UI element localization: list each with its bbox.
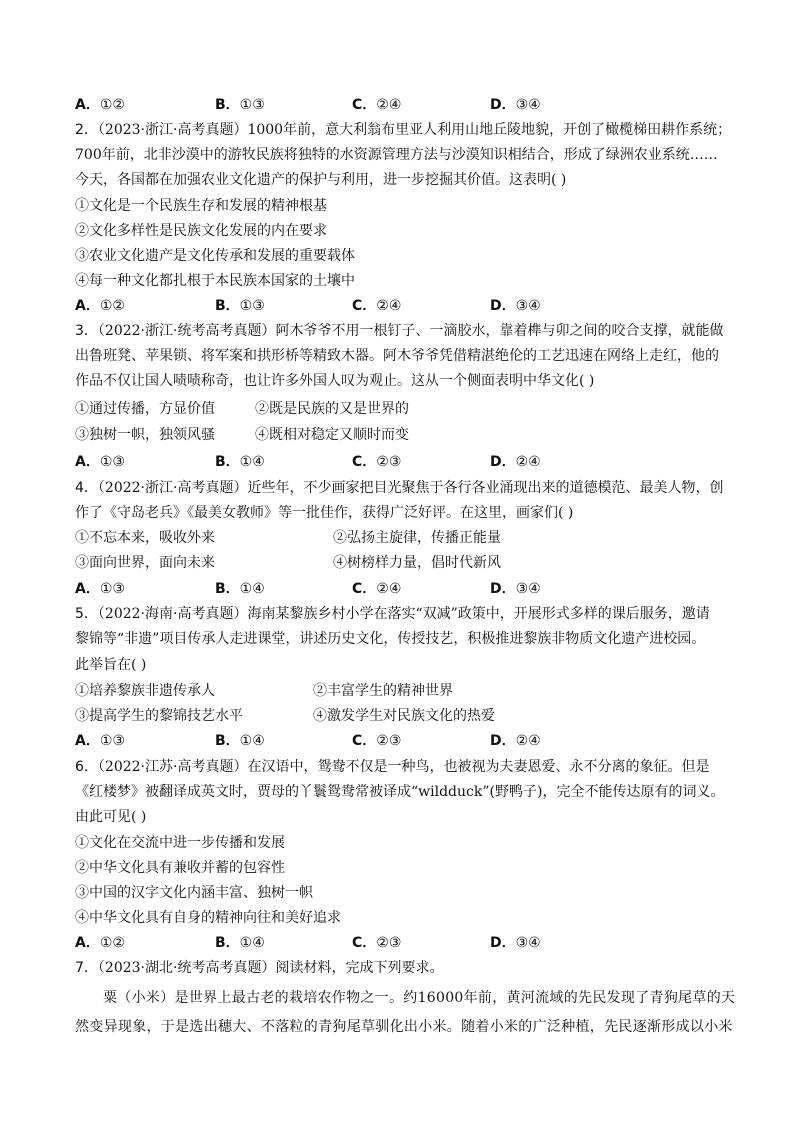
q3-statement-4: ④既相对稳定又顺时而变 xyxy=(255,427,409,443)
q5-stem-line-3: 此举旨在( ) xyxy=(75,657,147,673)
q4-option-b[interactable]: B．①④ xyxy=(215,581,265,597)
q4-statement-2: ②弘扬主旋律，传播正能量 xyxy=(333,530,501,546)
q6-statement-2: ②中华文化具有兼收并蓄的包容性 xyxy=(75,860,285,876)
q2-option-d[interactable]: D．③④ xyxy=(490,298,541,314)
q3-statement-1: ①通过传播，方显价值 xyxy=(75,401,215,417)
q1-option-c[interactable]: C．②④ xyxy=(352,97,402,113)
q3-stem-line-1: 3．（2022·浙江·统考高考真题）阿木爷爷不用一根钉子、一滴胶水，靠着榫与卯之间的咬合支撑，就能做 xyxy=(75,323,724,339)
q5-option-c[interactable]: C．②③ xyxy=(352,733,402,749)
q3-option-a[interactable]: A．①③ xyxy=(75,454,125,470)
q4-stem-line-2: 作了《守岛老兵》《最美女教师》等一批佳作，获得广泛好评。在这里，画家们( ) xyxy=(75,505,574,521)
q6-statement-3: ③中国的汉字文化内涵丰富、独树一帜 xyxy=(75,885,313,901)
q5-stem-line-1: 5．（2022·海南·高考真题）海南某黎族乡村小学在落实“双减”政策中，开展形式多样的课后服务，邀请 xyxy=(75,606,710,622)
q6-stem-line-2: 《红楼梦》被翻译成英文时，贾母的丫鬟鸳鸯常被译成“wildduck”(野鸭子)，完全不能传达原有的词义。 xyxy=(75,784,725,800)
q4-stem-line-1: 4．（2022·浙江·高考真题）近些年，不少画家把目光聚焦于各行各业涌现出来的道德模范、最美人物，创 xyxy=(75,480,724,496)
q4-option-d[interactable]: D．③④ xyxy=(490,581,541,597)
q2-stem-line-2: 700年前，北非沙漠中的游牧民族将独特的水资源管理方法与沙漠知识相结合，形成了绿洲农业系统…… xyxy=(75,147,718,163)
q6-statement-4: ④中华文化具有自身的精神向往和美好追求 xyxy=(75,910,341,926)
q2-statement-4: ④每一种文化都扎根于本民族本国家的土壤中 xyxy=(75,273,355,289)
q3-stem-line-3: 作品不仅让国人啧啧称奇，也让许多外国人叹为观止。这从一个侧面表明中华文化( ) xyxy=(75,373,595,389)
q4-statement-1: ①不忘本来，吸收外来 xyxy=(75,530,215,546)
q6-statement-1: ①文化在交流中进一步传播和发展 xyxy=(75,835,285,851)
q5-statement-3: ③提高学生的黎锦技艺水平 xyxy=(75,708,243,724)
q1-option-d[interactable]: D．③④ xyxy=(490,97,541,113)
q3-option-c[interactable]: C．②③ xyxy=(352,454,402,470)
q1-option-b[interactable]: B．①③ xyxy=(215,97,265,113)
q3-statement-3: ③独树一帜，独领风骚 xyxy=(75,427,215,443)
q2-statement-3: ③农业文化遗产是文化传承和发展的重要载体 xyxy=(75,248,355,264)
q2-statement-2: ②文化多样性是民族文化发展的内在要求 xyxy=(75,223,327,239)
q3-statement-2: ②既是民族的又是世界的 xyxy=(255,401,409,417)
q6-option-a[interactable]: A．①② xyxy=(75,935,125,951)
q5-stem-line-2: 黎锦等“非遗”项目传承人走进课堂，讲述历史文化，传授技艺，积极推进黎族非物质文化遗产进校园。 xyxy=(75,631,706,647)
q3-option-b[interactable]: B．①④ xyxy=(215,454,265,470)
q5-option-a[interactable]: A．①③ xyxy=(75,733,125,749)
q7-material-line-1: 粟（小米）是世界上最古老的栽培农作物之一。约16000年前，黄河流域的先民发现了青狗尾草的天 xyxy=(103,990,736,1006)
q3-stem-line-2: 出鲁班凳、苹果锁、将军案和拱形桥等精致木器。阿木爷爷凭借精湛绝伦的工艺迅速在网络上走红，他的 xyxy=(75,348,719,364)
q5-statement-4: ④激发学生对民族文化的热爱 xyxy=(313,708,495,724)
q6-option-b[interactable]: B．①④ xyxy=(215,935,265,951)
q5-statement-2: ②丰富学生的精神世界 xyxy=(313,683,453,699)
q2-option-c[interactable]: C．②④ xyxy=(352,298,402,314)
q6-option-c[interactable]: C．②③ xyxy=(352,935,402,951)
q4-option-a[interactable]: A．①③ xyxy=(75,581,125,597)
q5-option-d[interactable]: D．②④ xyxy=(490,733,541,749)
q7-stem-line-1: 7．（2023·湖北·统考高考真题）阅读材料，完成下列要求。 xyxy=(75,960,444,976)
q5-statement-1: ①培养黎族非遗传承人 xyxy=(75,683,215,699)
q4-statement-3: ③面向世界，面向未来 xyxy=(75,555,215,571)
q2-statement-1: ①文化是一个民族生存和发展的精神根基 xyxy=(75,198,327,214)
q1-option-a[interactable]: A．①② xyxy=(75,97,125,113)
q2-option-a[interactable]: A．①② xyxy=(75,298,125,314)
q2-option-b[interactable]: B．①③ xyxy=(215,298,265,314)
q7-material-line-2: 然变异现象，于是选出穗大、不落粒的青狗尾草驯化出小米。随着小米的广泛种植，先民逐渐形成以小米 xyxy=(75,1019,733,1035)
q4-statement-4: ④树榜样力量，倡时代新风 xyxy=(333,555,501,571)
q2-stem-line-1: 2．（2023·浙江·高考真题）1000年前，意大利翁布里亚人利用山地丘陵地貌，开创了橄榄梯田耕作系统； xyxy=(75,122,732,138)
q6-stem-line-3: 由此可见( ) xyxy=(75,809,147,825)
q4-option-c[interactable]: C．②④ xyxy=(352,581,402,597)
q3-option-d[interactable]: D．②④ xyxy=(490,454,541,470)
q6-option-d[interactable]: D．③④ xyxy=(490,935,541,951)
q5-option-b[interactable]: B．①④ xyxy=(215,733,265,749)
q2-stem-line-3: 今天，各国都在加强农业文化遗产的保护与利用，进一步挖掘其价值。这表明( ) xyxy=(75,172,567,188)
q6-stem-line-1: 6．（2022·江苏·高考真题）在汉语中，鸳鸯不仅是一种鸟，也被视为夫妻恩爱、永不分离的象征。但是 xyxy=(75,759,710,775)
